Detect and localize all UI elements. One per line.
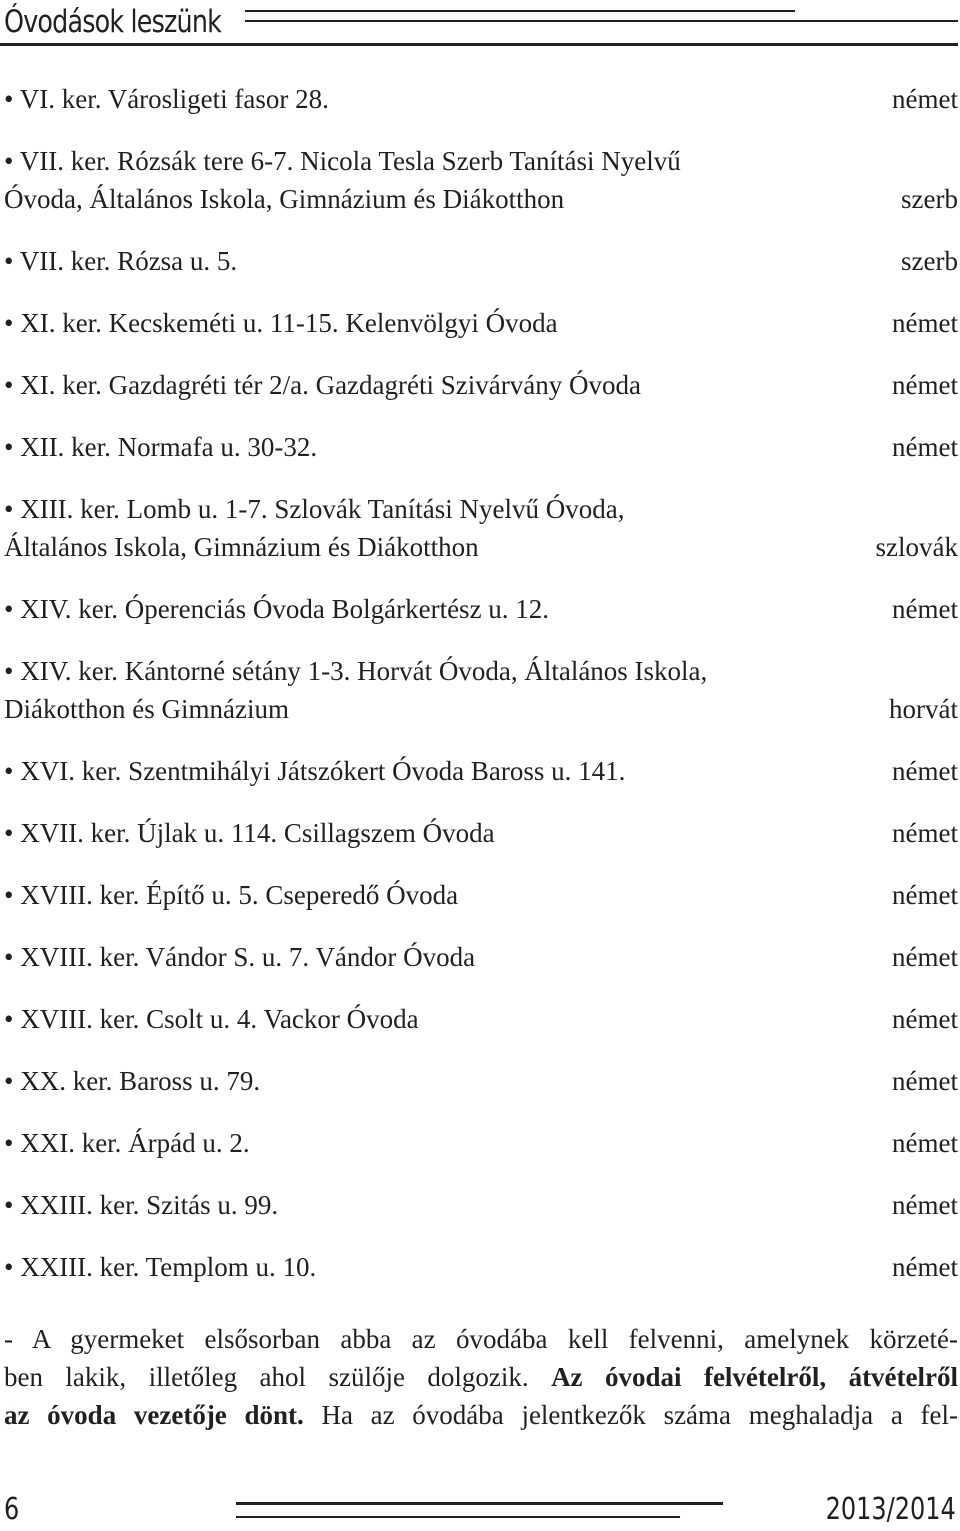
list-item-language: német (892, 1190, 958, 1220)
list-item-text: • VII. ker. Rózsák tere 6-7. Nicola Tesla Szerb Tanítási Nyelvű (4, 146, 681, 176)
list-item-text: • XXIII. ker. Templom u. 10. (4, 1252, 317, 1282)
list-item-language: német (892, 818, 958, 848)
list-item-text: • XVII. ker. Újlak u. 114. Csillagszem Óvoda (4, 818, 495, 848)
paragraph-line-2-bold: Az óvodai felvételről, átvételről (551, 1362, 959, 1392)
list-item-language: német (892, 84, 958, 114)
list-item-language: német (892, 1004, 958, 1034)
paragraph-line-3-bold: az óvoda vezetője dönt. (4, 1400, 304, 1430)
list-item-text: • XX. ker. Baross u. 79. (4, 1066, 261, 1096)
list-item-text: • XXI. ker. Árpád u. 2. (4, 1128, 250, 1158)
list-item-language: német (892, 1128, 958, 1158)
admission-paragraph (4, 1320, 958, 1434)
footer-rule-top (236, 1502, 723, 1505)
header-title: Óvodások leszünk (4, 4, 222, 40)
header-rule-middle (245, 20, 958, 22)
list-item-text: • VI. ker. Városligeti fasor 28. (4, 84, 329, 114)
list-item-text: • XIV. ker. Óperenciás Óvoda Bolgárkertész u. 12. (4, 594, 550, 624)
header-rule-bottom (0, 43, 958, 46)
list-item-language: szerb (901, 246, 958, 276)
paragraph-line-1: - A gyermeket elsősorban abba az óvodába kell felvenni, amelynek körzeté- (4, 1324, 958, 1354)
school-year: 2013/2014 (825, 1492, 956, 1527)
list-item-text: • XII. ker. Normafa u. 30-32. (4, 432, 318, 462)
list-item-language: szlovák (875, 532, 958, 562)
page-header (0, 0, 960, 60)
list-item-text: • XI. ker. Gazdagréti tér 2/a. Gazdagréti Szivárvány Óvoda (4, 370, 641, 400)
list-item-language: német (892, 756, 958, 786)
list-item-text: • XVIII. ker. Csolt u. 4. Vackor Óvoda (4, 1004, 419, 1034)
paragraph-line-3-text: Ha az óvodába jelentkezők száma meghaladja a fel- (303, 1400, 958, 1430)
list-item-text: • XVI. ker. Szentmihályi Játszókert Óvoda Baross u. 141. (4, 756, 626, 786)
list-item-text: • XVIII. ker. Építő u. 5. Cseperedő Óvoda (4, 880, 459, 910)
list-item-language: német (892, 1252, 958, 1282)
list-item-text: • XIII. ker. Lomb u. 1-7. Szlovák Tanítási Nyelvű Óvoda, (4, 494, 625, 524)
list-item-text: • XI. ker. Kecskeméti u. 11-15. Kelenvölgyi Óvoda (4, 308, 558, 338)
list-item-language: német (892, 1066, 958, 1096)
header-rule-top (245, 10, 795, 12)
list-item-language: német (892, 942, 958, 972)
list-item-language: német (892, 880, 958, 910)
list-item-language: német (892, 370, 958, 400)
paragraph-line-2 (4, 1358, 958, 1396)
list-item-text: Általános Iskola, Gimnázium és Diákotthon (4, 532, 479, 562)
list-item-text: • VII. ker. Rózsa u. 5. (4, 246, 238, 276)
list-item-text: Diákotthon és Gimnázium (4, 694, 289, 724)
list-item-language: német (892, 594, 958, 624)
paragraph-line-3 (4, 1396, 958, 1434)
list-item-language: horvát (889, 694, 958, 724)
list-item-language: német (892, 308, 958, 338)
footer-rule-bottom (236, 1516, 680, 1518)
list-item-language: német (892, 432, 958, 462)
list-item-text: • XXIII. ker. Szitás u. 99. (4, 1190, 279, 1220)
list-item-language: szerb (901, 184, 958, 214)
page-number: 6 (4, 1492, 20, 1527)
list-item-text: • XVIII. ker. Vándor S. u. 7. Vándor Óvoda (4, 942, 476, 972)
paragraph-line-2-text: ben lakik, illetőleg ahol szülője dolgozik. (4, 1362, 552, 1392)
list-item-text: Óvoda, Általános Iskola, Gimnázium és Diákotthon (4, 184, 565, 214)
list-item-text: • XIV. ker. Kántorné sétány 1-3. Horvát Óvoda, Általános Iskola, (4, 656, 708, 686)
